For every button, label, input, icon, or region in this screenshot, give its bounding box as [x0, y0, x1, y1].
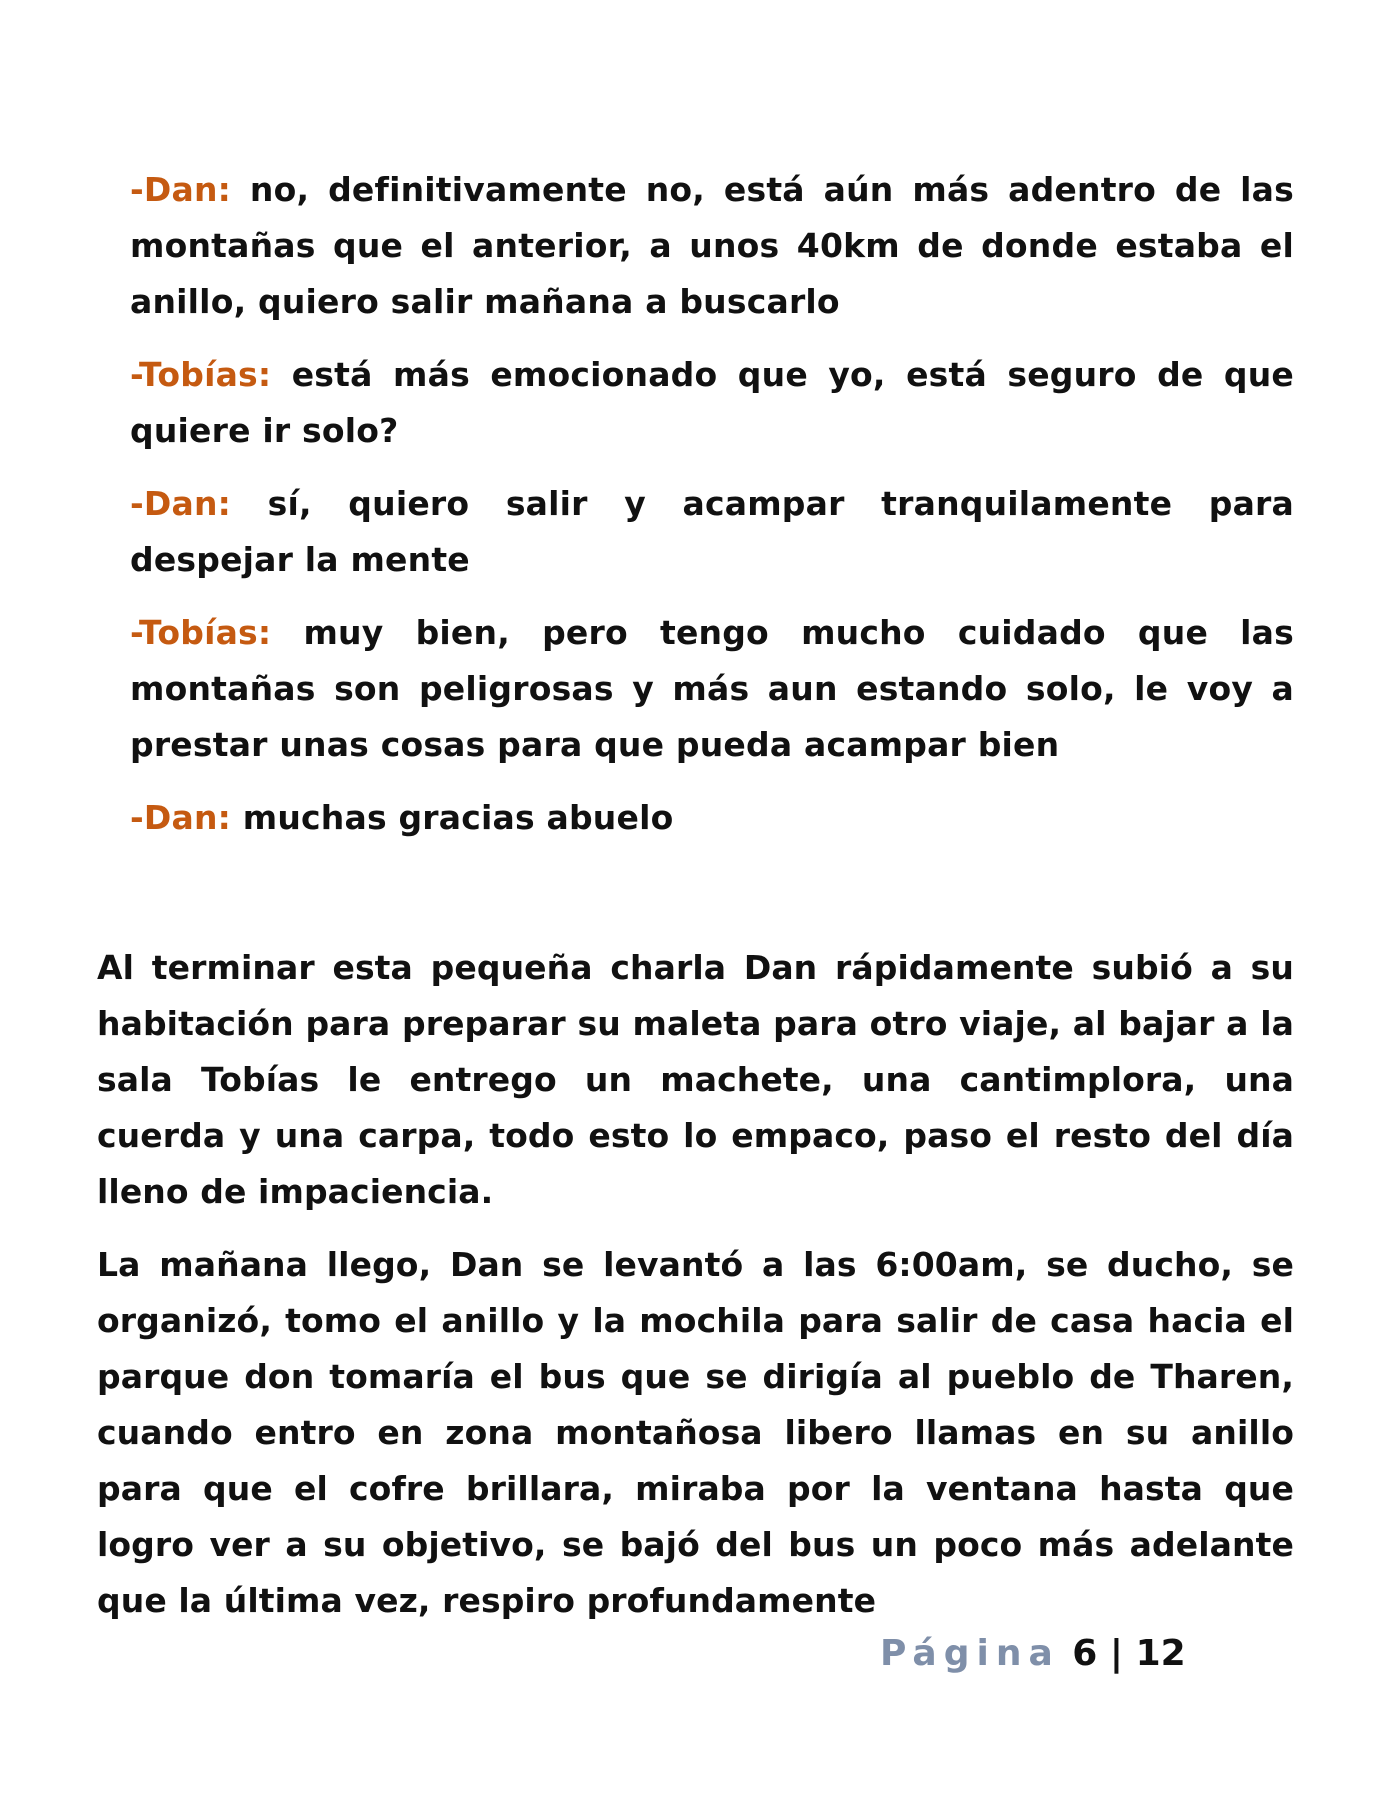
page-label: Página	[880, 1633, 1060, 1674]
dialogue-line	[130, 162, 1294, 330]
dialogue-line	[130, 347, 1294, 459]
speaker-name: -Tobías:	[130, 355, 272, 394]
page-footer	[880, 1631, 1186, 1677]
page-separator: |	[1109, 1633, 1124, 1674]
narrative-paragraph: Al terminar esta pequeña charla Dan rápidamente subió a su habitación para preparar su maleta para otro viaje, al bajar a la sala Tobías le entrego un machete, una cantimplora, una cuerda y una carpa, todo esto lo empaco, paso el resto del día lleno de impaciencia.	[97, 948, 1294, 1211]
dialogue-text: no, definitivamente no, está aún más adentro de las montañas que el anterior, a unos 40km de donde estaba el anillo, quiero salir mañana a buscarlo	[130, 170, 1294, 321]
narrative-paragraph: La mañana llego, Dan se levantó a las 6:00am, se ducho, se organizó, tomo el anillo y la mochila para salir de casa hacia el parque don tomaría el bus que se dirigía al pueblo de Tharen, cuando entro en zona montañosa libero llamas en su anillo para que el cofre brillara, miraba por la ventana hasta que logro ver a su objetivo, se bajó del bus un poco más adelante que la última vez, respiro profundamente	[97, 1245, 1294, 1620]
page-number: 6	[1072, 1633, 1098, 1674]
dialogue-line	[130, 476, 1294, 588]
dialogue-line	[130, 790, 1294, 846]
page-total: 12	[1135, 1633, 1186, 1674]
dialogue-text: está más emocionado que yo, está seguro de que quiere ir solo?	[130, 355, 1294, 450]
narrative-section	[97, 940, 1294, 1646]
dialogue-line	[130, 605, 1294, 773]
dialogue-text: muchas gracias abuelo	[231, 798, 674, 837]
dialogue-text: sí, quiero salir y acampar tranquilamente para despejar la mente	[130, 484, 1294, 579]
speaker-name: -Dan:	[130, 170, 232, 209]
dialogue-section	[130, 162, 1294, 863]
dialogue-text: muy bien, pero tengo mucho cuidado que las montañas son peligrosas y más aun estando solo, le voy a prestar unas cosas para que pueda acampar bien	[130, 613, 1294, 764]
speaker-name: -Tobías:	[130, 613, 272, 652]
speaker-name: -Dan:	[130, 484, 232, 523]
speaker-name: -Dan:	[130, 798, 232, 837]
